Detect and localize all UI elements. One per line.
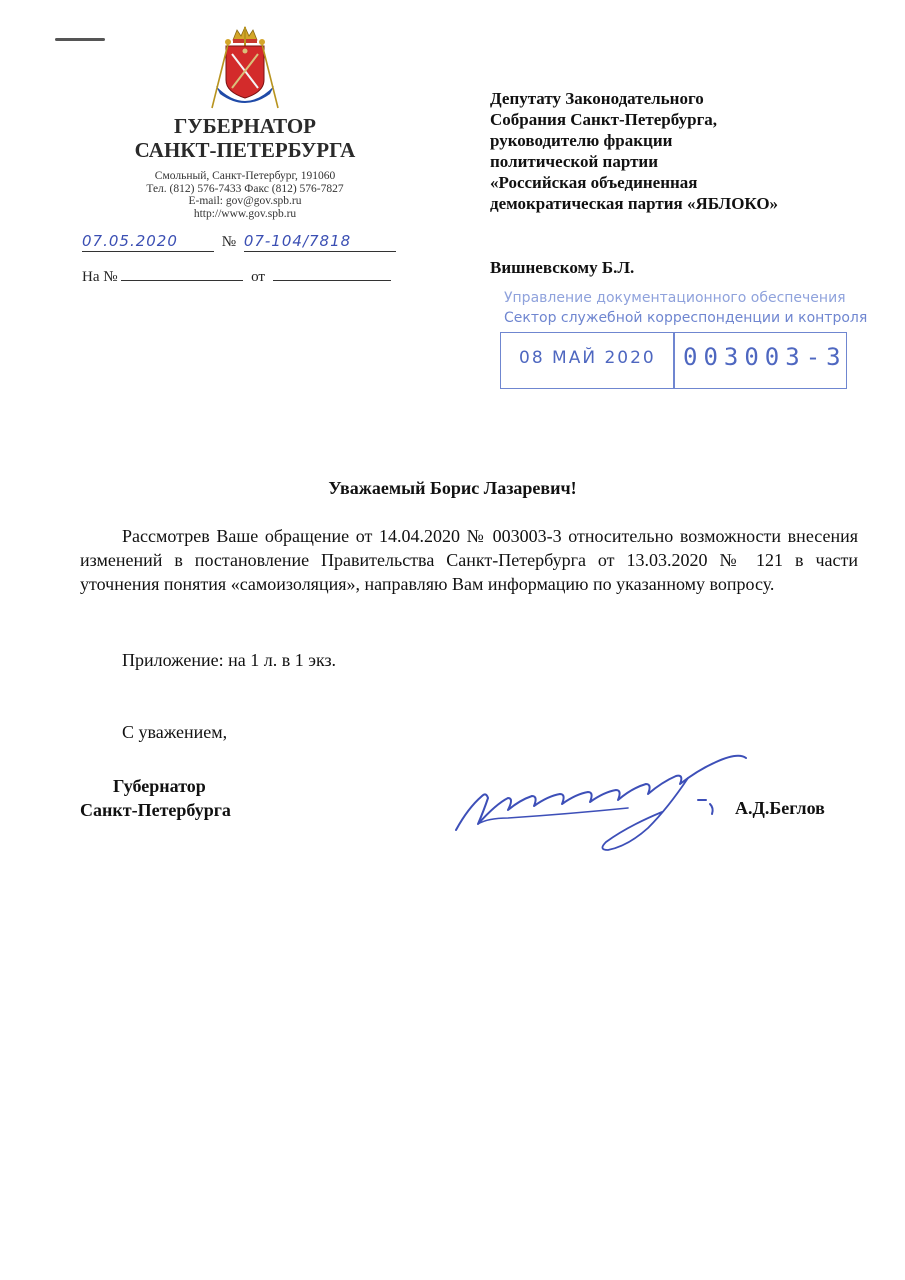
corner-mark [55, 38, 105, 41]
salutation: Уважаемый Борис Лазаревич! [328, 478, 577, 498]
appendix-note: Приложение: на 1 л. в 1 экз. [122, 650, 337, 670]
reply-registration [82, 266, 412, 286]
stamp-date: 08 МАЙ 2020 [519, 348, 656, 368]
signatory-title [80, 774, 280, 822]
org-contacts [100, 170, 390, 220]
stamp-department: Управление документационного обеспечения [504, 290, 846, 306]
outgoing-registration [82, 232, 404, 252]
recipient-line: руководителю фракции [490, 131, 673, 150]
recipient-line: Депутату Законодательного [490, 89, 704, 108]
outgoing-date: 07.05.2020 [82, 232, 178, 250]
stamp-divider [673, 333, 675, 388]
recipient-line: политической партии [490, 152, 659, 171]
signatory-title-line1: Губернатор [113, 776, 206, 796]
recipient-block [490, 88, 870, 214]
handwritten-signature [448, 738, 753, 853]
signatory-title-line2: Санкт-Петербурга [80, 800, 231, 820]
reply-to-field [121, 266, 243, 281]
reply-to-label: На № [82, 269, 118, 285]
stamp-sector: Сектор служебной корреспонденции и контроля [504, 310, 868, 326]
recipient-name: Вишневскому Б.Л. [490, 258, 635, 277]
outgoing-date-field [82, 232, 214, 252]
from-label: от [251, 269, 265, 285]
recipient-line: демократическая партия «ЯБЛОКО» [490, 194, 779, 213]
org-title [100, 114, 390, 162]
closing-regards: С уважением, [122, 722, 228, 742]
recipient-line: «Российская объединенная [490, 173, 698, 192]
org-title-line2: САНКТ-ПЕТЕРБУРГА [134, 138, 356, 162]
stamp-number: 003003-3 [683, 343, 847, 371]
stamp-box [500, 332, 847, 389]
coat-of-arms-icon [204, 24, 286, 110]
org-address: Смольный, Санкт-Петербург, 191060 [154, 170, 336, 182]
body-paragraph-text: Рассмотрев Ваше обращение от 14.04.2020 № 003003-3 относительно возможности внесения изменений в постановление Правительства Санкт-Петербурга от 13.03.2020 № 121 в части уточнения понятия «самоизоляция», направляю Вам информацию по указанному вопросу. [80, 526, 858, 594]
signatory-name: А.Д.Беглов [735, 798, 825, 818]
org-website: http://www.gov.spb.ru [193, 207, 297, 220]
reply-date-field [273, 266, 391, 281]
outgoing-number: 07-104/7818 [243, 232, 352, 250]
org-phones: Тел. (812) 576-7433 Факс (812) 576-7827 [146, 182, 344, 195]
outgoing-number-field [244, 232, 396, 252]
number-sign: № [221, 234, 237, 250]
org-title-line1: ГУБЕРНАТОР [173, 114, 317, 138]
registration-stamp [500, 290, 868, 397]
recipient-line: Собрания Санкт-Петербурга, [490, 110, 718, 129]
body-paragraph [80, 524, 858, 596]
org-email: E-mail: gov@gov.spb.ru [188, 195, 302, 207]
